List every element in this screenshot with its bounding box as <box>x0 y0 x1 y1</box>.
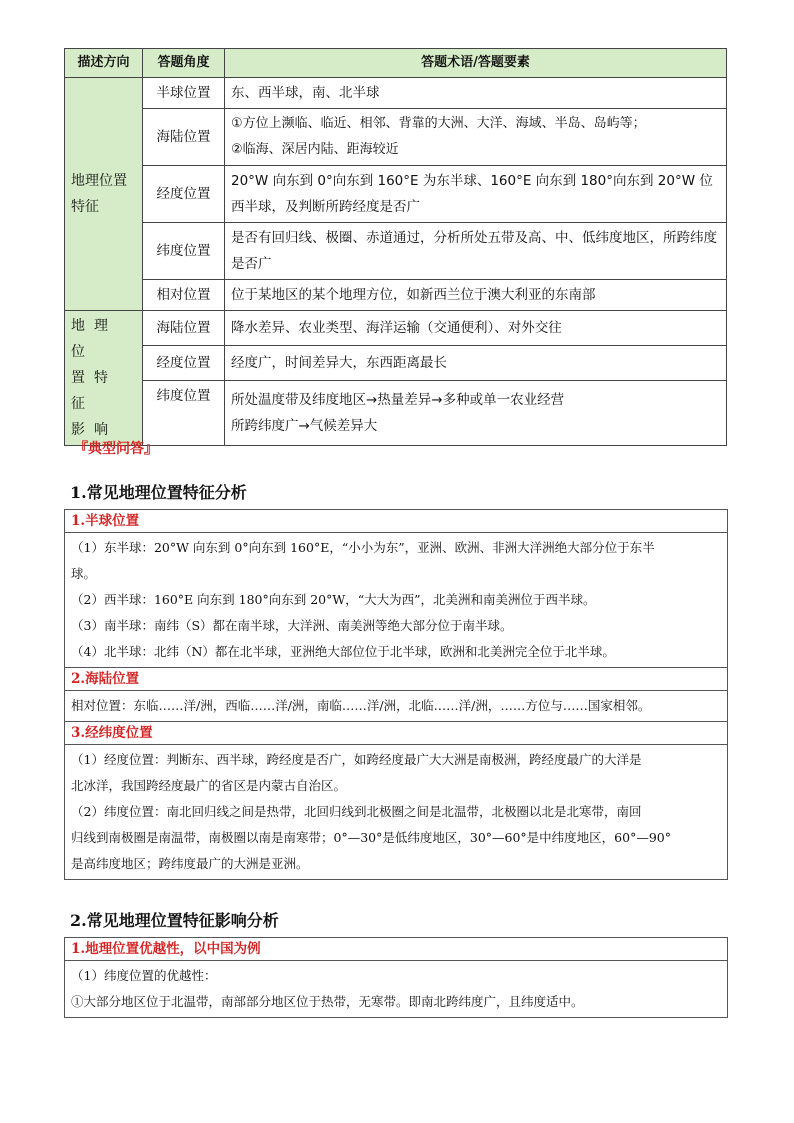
subsection-title: 1.地理位置优越性，以中国为例 <box>65 938 727 961</box>
table-header-row <box>65 49 727 78</box>
heading-influence-analysis: 2.常见地理位置特征影响分析 <box>70 911 279 930</box>
terms-cell: 降水差异、农业类型、海洋运输（交通便利）、对外交往 <box>225 311 727 346</box>
heading-position-analysis: 1.常见地理位置特征分析 <box>70 483 247 502</box>
angle-cell: 相对位置 <box>143 280 225 311</box>
group-label-influence: 地理位 置特征 影响 <box>65 311 143 446</box>
subsection-title: 2.海陆位置 <box>65 667 727 691</box>
subsection-content: （1）东半球：20°W 向东到 0°向东到 160°E，“小小为东”，亚洲、欧洲、非洲大洋洲绝大部分位于东半 球。 （2）西半球：160°E 向东到 180°向东到 20°W，“大大为西”，北美洲和南美洲位于西半球。 （3）南半球：南纬（S）都在南半球，大洋洲、南美洲等绝大部分位于南半球。 （4）北半球：北纬（N）都在北半球，亚洲绝大部位位于北半球，欧洲和北美洲完全位于北半球。 <box>71 540 655 659</box>
table-row <box>65 381 727 446</box>
subsection-content: （1）经度位置：判断东、西半球，跨经度是否广，如跨经度最广大大洲是南极洲，跨经度最广的大洋是 北冰洋，我国跨经度最广的省区是内蒙古自治区。 （2）纬度位置：南北回归线之间是热带，北回归线到北极圈之间是北温带，北极圈以北是北寒带，南回 归线到南极圈是南温带，南极圈以南是南寒带；0°—30°是低纬度地区，30°—60°是中纬度地区，60°—90° 是高纬度地区；跨纬度最广的大洲是亚洲。 <box>71 752 671 871</box>
header-terms: 答题术语/答题要素 <box>225 49 727 78</box>
header-direction: 描述方向 <box>65 49 143 78</box>
terms-cell: 东、西半球，南、北半球 <box>225 78 727 109</box>
terms-cell: 20°W 向东到 0°向东到 160°E 为东半球、160°E 向东到 180°向东到 20°W 位西半球，及判断所跨经度是否广 <box>225 166 727 223</box>
angle-cell: 海陆位置 <box>143 311 225 346</box>
terms-cell: 位于某地区的某个地理方位，如新西兰位于澳大利亚的东南部 <box>225 280 727 311</box>
angle-cell: 经度位置 <box>143 346 225 381</box>
table-row <box>65 109 727 166</box>
subsection-title: 1.半球位置 <box>65 510 727 533</box>
table-row <box>65 223 727 280</box>
angle-cell: 纬度位置 <box>143 223 225 280</box>
influence-box <box>64 937 728 1018</box>
subsection-content: （1）纬度位置的优越性： ①大部分地区位于北温带，南部部分地区位于热带，无寒带。即南北跨纬度广，且纬度适中。 <box>71 968 584 1009</box>
terms-cell: 是否有回归线、极圈、赤道通过，分析所处五带及高、中、低纬度地区，所跨纬度是否广 <box>225 223 727 280</box>
table-row <box>65 280 727 311</box>
angle-cell: 海陆位置 <box>143 109 225 166</box>
terms-cell: 经度广，时间差异大，东西距离最长 <box>225 346 727 381</box>
angle-cell: 经度位置 <box>143 166 225 223</box>
position-terms-table <box>64 48 727 446</box>
group-label-features: 地理位置 特征 <box>65 78 143 311</box>
header-angle: 答题角度 <box>143 49 225 78</box>
table-row <box>65 166 727 223</box>
analysis-box <box>64 509 728 880</box>
angle-cell: 纬度位置 <box>143 381 225 446</box>
table-row <box>65 346 727 381</box>
section-tag: 『典型问答』 <box>74 441 158 457</box>
table-row <box>65 78 727 109</box>
terms-cell: ①方位上濒临、临近、相邻、背靠的大洲、大洋、海域、半岛、岛屿等； ②临海、深居内陆、距海较近 <box>225 109 727 166</box>
angle-cell: 半球位置 <box>143 78 225 109</box>
subsection-title: 3.经纬度位置 <box>65 721 727 745</box>
terms-cell: 所处温度带及纬度地区→热量差异→多种或单一农业经营 所跨纬度广→气候差异大 <box>225 381 727 446</box>
subsection-content: 相对位置：东临……洋/洲，西临……洋/洲，南临……洋/洲，北临……洋/洲，……方位与……国家相邻。 <box>71 698 651 713</box>
table-row <box>65 311 727 346</box>
